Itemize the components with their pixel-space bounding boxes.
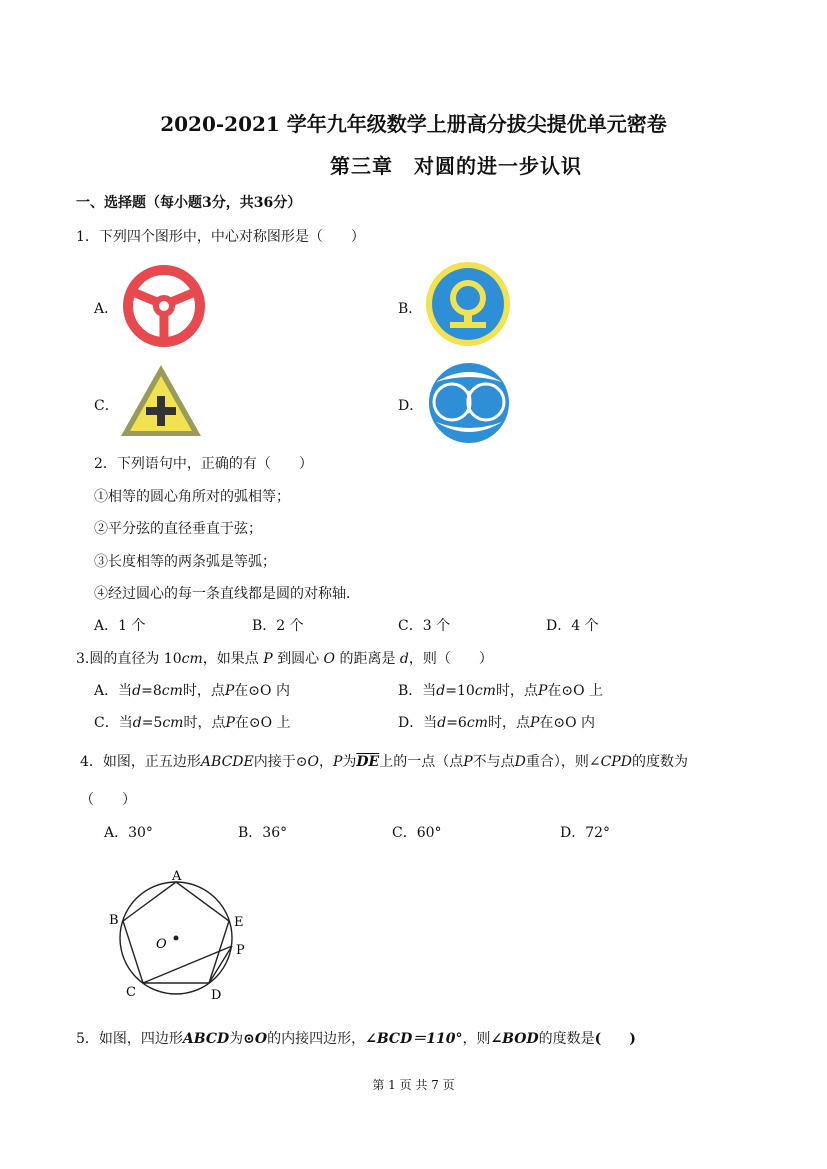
label-a: A <box>172 869 182 884</box>
q3-option-d: D．当d=6cm时，点P在⊙O 内 <box>398 715 596 731</box>
q2-statement-1: ①相等的圆心角所对的弧相等； <box>94 489 290 505</box>
label-b: B <box>109 913 119 928</box>
center-dot <box>174 936 179 941</box>
q1-option-c-label: C． <box>94 398 119 414</box>
label-e: E <box>234 915 244 930</box>
q4-answer-paren: （ ） <box>80 792 136 808</box>
q1-stem: 1．下列四个图形中，中心对称图形是（ ） <box>76 229 365 245</box>
q3-stem: 3.圆的直径为 10cm，如果点 P 到圆心 O 的距离是 d，则（ ） <box>76 651 493 667</box>
arc-de: $\overline{DE}$ <box>356 754 380 770</box>
blue-circle-logo-figure <box>424 360 514 444</box>
q1-option-a-label: A． <box>94 301 119 317</box>
q3-option-a: A．当d=8cm时，点P在⊙O 内 <box>94 683 290 699</box>
q2-statement-2: ②平分弦的直径垂直于弦； <box>94 521 262 537</box>
pentagon-abcde <box>123 882 229 983</box>
q2-statement-4: ④经过圆心的每一条直线都是圆的对称轴． <box>94 586 360 602</box>
page-footer: 第 1 页 共 7 页 <box>372 1078 455 1092</box>
label-o: O <box>156 937 167 952</box>
q1-option-d-label: D． <box>398 398 424 414</box>
q3-option-b: B．当d=10cm时，点P在⊙O 上 <box>398 683 604 699</box>
q2-option-b: B．2 个 <box>252 618 304 634</box>
q1-option-b-label: B． <box>398 301 423 317</box>
warning-triangle-figure <box>118 362 204 440</box>
chapter-subtitle: 第三章 对圆的进一步认识 <box>330 154 582 178</box>
q4-stem: 4．如图，正五边形ABCDE内接于⊙O，P为$\overline{DE}$上的一点（点P不与点D重合），则∠CPD的度数为 <box>80 754 688 770</box>
q2-option-a: A．1 个 <box>94 618 146 634</box>
segment-dp <box>209 946 232 983</box>
q3-option-c: C．当d=5cm时，点P在⊙O 上 <box>94 715 291 731</box>
label-d: D <box>211 988 222 1003</box>
q4-option-c: C．60° <box>392 825 442 841</box>
page-title: 2020-2021 学年九年级数学上册高分拔尖提优单元密卷 <box>160 112 667 136</box>
pentagon-in-circle-figure <box>104 866 264 1006</box>
q4-option-b: B．36° <box>238 825 288 841</box>
q4-option-d: D．72° <box>560 825 611 841</box>
railway-logo-figure <box>424 260 512 348</box>
label-p: P <box>236 943 245 958</box>
q2-option-d: D．4 个 <box>546 618 599 634</box>
q2-statement-3: ③长度相等的两条弧是等弧； <box>94 554 276 570</box>
steering-wheel-figure <box>120 262 208 350</box>
q4-option-a: A．30° <box>104 825 153 841</box>
section-heading: 一、选择题（每小题3分，共36分） <box>76 195 302 211</box>
q2-option-c: C．3 个 <box>398 618 451 634</box>
label-c: C <box>126 985 136 1000</box>
q2-stem: 2．下列语句中，正确的有（ ） <box>94 456 313 472</box>
q5-stem: 5．如图，四边形ABCD为⊙O的内接四边形，∠BCD＝110°，则∠BOD的度数是( ) <box>76 1031 636 1047</box>
